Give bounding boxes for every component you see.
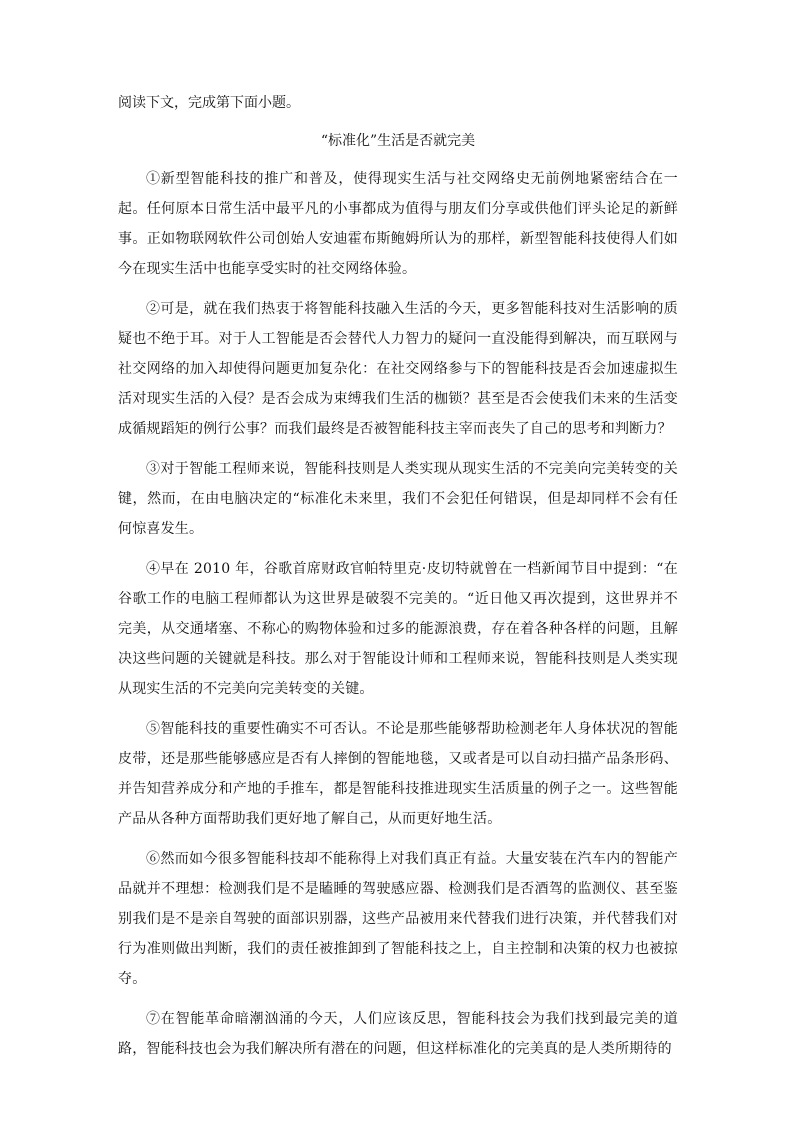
- paragraph-2: ②可是，就在我们热衷于将智能科技融入生活的今天，更多智能科技对生活影响的质疑也不绝于耳。对于人工智能是否会替代人力智力的疑问一直没能得到解决，而互联网与社交网络的加入却使得问题更加复杂化：在社交网络参与下的智能科技是否会加速虚拟生活对现实生活的入侵？是否会成为束缚我们生活的枷锁？甚至是否会使我们未来的生活变成循规蹈矩的例行公事？而我们最终是否被智能科技主宰而丧失了自己的思考和判断力？: [118, 301, 678, 437]
- intro-instruction: 阅读下文，完成第下面小题。: [118, 95, 300, 111]
- paragraph-4: ④早在 2010 年，谷歌首席财政官帕特里克·皮切特就曾在一档新闻节目中提到：“在谷歌工作的电脑工程师都认为这世界是破裂不完美的。“近日他又再次提到，这世界并不完美，从交通堵塞、不称心的购物体验和过多的能源浪费，存在着各种各样的问题，且解决这些问题的关键就是科技。那么对于智能设计师和工程师来说，智能科技则是人类实现从现实生活的不完美向完美转变的关键。: [118, 561, 678, 697]
- paragraph-1: ①新型智能科技的推广和普及，使得现实生活与社交网络史无前例地紧密结合在一起。任何原本日常生活中最平凡的小事都成为值得与朋友们分享或供他们评头论足的新鲜事。正如物联网软件公司创始人安迪霍布斯鲍姆所认为的那样，新型智能科技使得人们如今在现实生活中也能享受实时的社交网络体验。: [118, 171, 678, 277]
- paragraph-7: ⑦在智能革命暗潮汹涌的今天，人们应该反思，智能科技会为我们找到最完美的道路，智能科技也会为我们解决所有潜在的问题，但这样标准化的完美真的是人类所期待的: [118, 1011, 678, 1057]
- document-page: [118, 88, 678, 1074]
- article-title: “标准化”生活是否就完美: [320, 133, 476, 149]
- paragraph-5: ⑤智能科技的重要性确实不可否认。不论是那些能够帮助检测老年人身体状况的智能皮带，还是那些能够感应是否有人摔倒的智能地毯，又或者是可以自动扫描产品条形码、并告知营养成分和产地的手推车，都是智能科技推进现实生活质量的例子之一。这些智能产品从各种方面帮助我们更好地了解自己，从而更好地生活。: [118, 721, 678, 827]
- paragraph-6: ⑥然而如今很多智能科技却不能称得上对我们真正有益。大量安装在汽车内的智能产品就并不理想：检测我们是不是瞌睡的驾驶感应器、检测我们是否酒驾的监测仪、甚至鉴别我们是不是亲自驾驶的面部识别器，这些产品被用来代替我们进行决策，并代替我们对行为准则做出判断，我们的责任被推卸到了智能科技之上，自主控制和决策的权力也被掠夺。: [118, 851, 678, 987]
- paragraph-3: ③对于智能工程师来说，智能科技则是人类实现从现实生活的不完美向完美转变的关键，然而，在由电脑决定的“标准化未来里，我们不会犯任何错误，但是却同样不会有任何惊喜发生。: [118, 461, 678, 537]
